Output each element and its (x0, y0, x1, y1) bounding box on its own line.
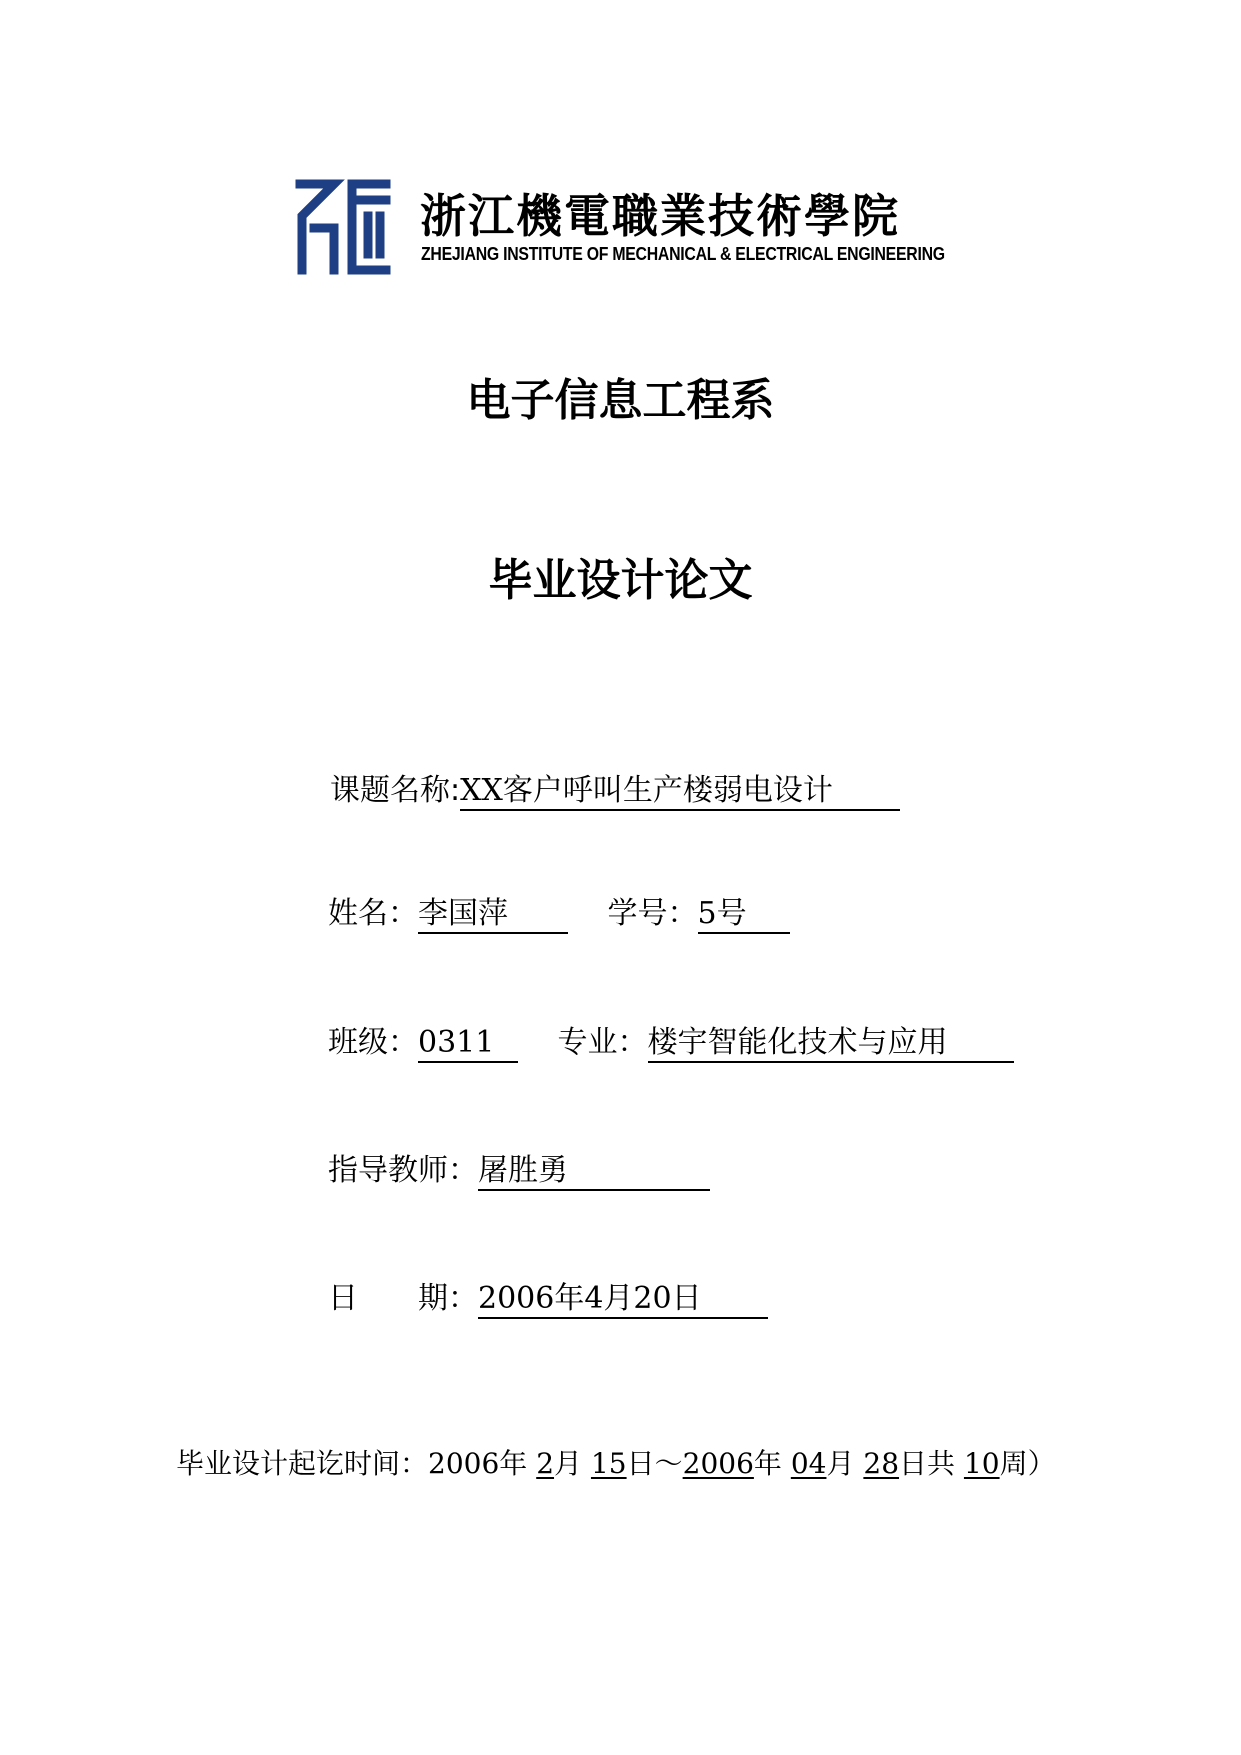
period-start-month: 2 (536, 1447, 555, 1480)
class-label: 班级： (328, 1025, 418, 1060)
period-week-suffix: 周） (999, 1447, 1056, 1480)
date-value: 2006年4月20日 (478, 1282, 768, 1319)
period-tilde: ～ (654, 1447, 683, 1480)
class-row (328, 1017, 1014, 1063)
school-name-en: ZHEJIANG INSTITUTE OF MECHANICAL & ELECTRICAL ENGINEERING (421, 244, 945, 264)
topic-value: XX客户呼叫生产楼弱电设计 (460, 774, 900, 811)
period-day-unit: 日 (626, 1447, 655, 1480)
name-value: 李国萍 (418, 897, 568, 934)
design-period (176, 1442, 1056, 1482)
period-end-month: 04 (790, 1447, 827, 1480)
name-row (328, 888, 790, 934)
period-end-year-unit: 年 (753, 1447, 782, 1480)
period-end-year: 2006 (682, 1447, 754, 1480)
advisor-value: 屠胜勇 (478, 1154, 710, 1191)
major-value: 楼宇智能化技术与应用 (648, 1026, 1014, 1063)
period-start-year: 2006 (428, 1447, 500, 1480)
school-logo-icon (294, 176, 394, 278)
date-label: 日 期： (328, 1281, 478, 1316)
department-title: 电子信息工程系 (466, 375, 775, 426)
topic-label: 课题名称: (330, 773, 461, 808)
period-label: 毕业设计起讫时间： (176, 1447, 429, 1480)
document-title: 毕业设计论文 (488, 555, 753, 606)
period-start-day: 15 (590, 1447, 627, 1480)
date-row (328, 1273, 768, 1319)
school-name-cn: 浙江機電職業技術學院 (420, 189, 900, 243)
name-label: 姓名： (328, 896, 418, 931)
period-month-unit: 月 (554, 1447, 583, 1480)
class-value: 0311 (418, 1026, 518, 1063)
period-end-month-unit: 月 (826, 1447, 855, 1480)
major-label: 专业： (557, 1025, 648, 1060)
advisor-row (328, 1145, 710, 1191)
student-no-label: 学号： (607, 896, 698, 931)
period-end-day: 28 (863, 1447, 900, 1480)
student-no-value: 5号 (698, 897, 790, 934)
topic-row (330, 765, 900, 811)
advisor-label: 指导教师： (328, 1153, 478, 1188)
period-year-unit: 年 (499, 1447, 528, 1480)
period-total-prefix: 日共 (899, 1447, 956, 1480)
period-weeks: 10 (963, 1447, 1000, 1480)
